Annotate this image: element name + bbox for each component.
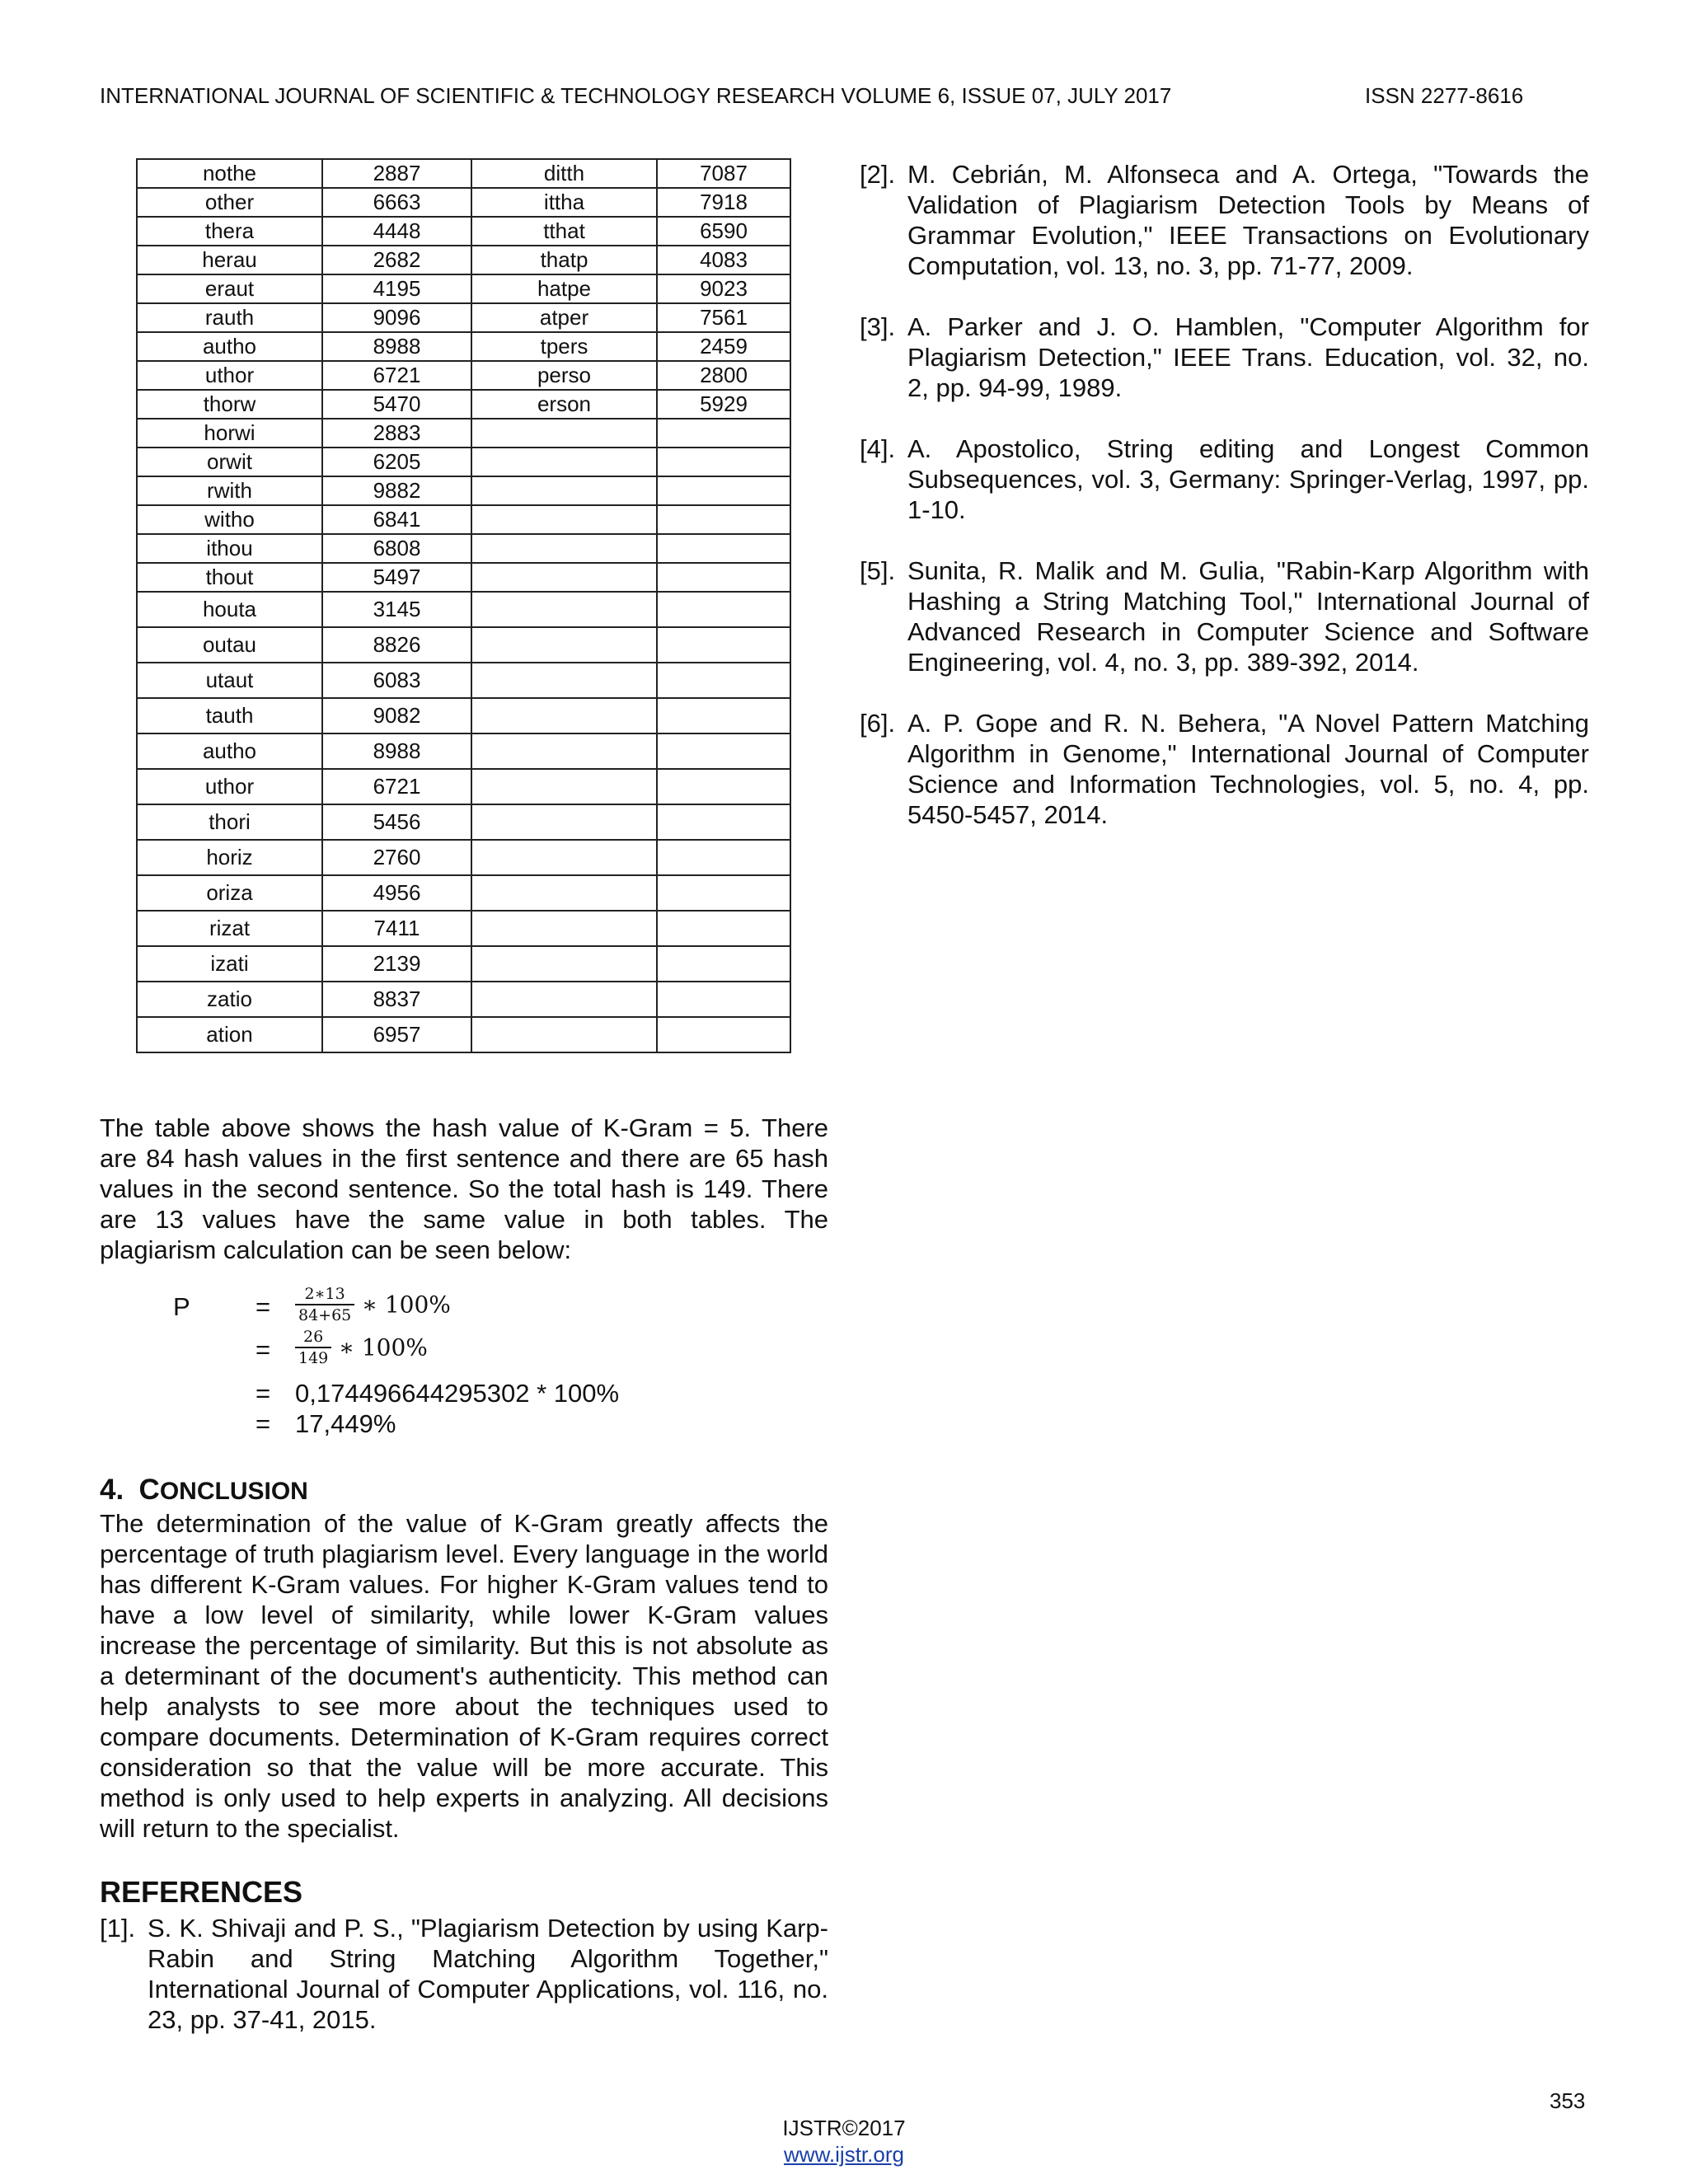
kgram-cell: nothe	[137, 159, 322, 188]
hash-value-cell: 8826	[322, 627, 471, 663]
kgram-cell: thori	[137, 804, 322, 840]
kgram-cell: orwit	[137, 448, 322, 476]
kgram-cell	[471, 698, 657, 733]
kgram-cell	[471, 476, 657, 505]
kgram-cell: zatio	[137, 982, 322, 1017]
hash-value-cell	[657, 448, 790, 476]
copyright: IJSTR©2017	[782, 2116, 906, 2140]
kgram-cell: rwith	[137, 476, 322, 505]
hash-value-cell	[657, 1017, 790, 1052]
table-row	[137, 875, 790, 911]
journal-title: INTERNATIONAL JOURNAL OF SCIENTIFIC & TECHNOLOGY RESEARCH VOLUME 6, ISSUE 07, JULY 2017	[100, 83, 1172, 108]
table-row	[137, 840, 790, 875]
journal-link[interactable]: www.ijstr.org	[784, 2142, 904, 2167]
kgram-cell: rizat	[137, 911, 322, 946]
table-row	[137, 476, 790, 505]
hash-value-cell: 5497	[322, 563, 471, 592]
table-row	[137, 448, 790, 476]
hash-value-table	[136, 158, 791, 1053]
kgram-cell: tpers	[471, 332, 657, 361]
conclusion-section	[100, 1474, 828, 1844]
kgram-cell: witho	[137, 505, 322, 534]
reference-item: [3]. A. Parker and J. O. Hamblen, "Computer Algorithm for Plagiarism Detection," IEEE Trans. Education, vol. 32, no. 2, pp. 94-99, 1989.	[860, 312, 1589, 402]
hash-value-cell	[657, 476, 790, 505]
reference-item: [6]. A. P. Gope and R. N. Behera, "A Novel Pattern Matching Algorithm in Genome," International Journal of Computer Science and Information Technologies, vol. 5, no. 4, pp. 5450-5457, 2014.	[860, 709, 1589, 829]
kgram-cell: tthat	[471, 217, 657, 246]
hash-value-cell	[657, 663, 790, 698]
table-row	[137, 982, 790, 1017]
kgram-cell	[471, 505, 657, 534]
kgram-cell	[471, 840, 657, 875]
hash-value-cell: 9882	[322, 476, 471, 505]
table-row	[137, 698, 790, 733]
kgram-cell: erson	[471, 390, 657, 419]
hash-value-cell: 8988	[322, 733, 471, 769]
hash-value-cell: 5456	[322, 804, 471, 840]
hash-value-cell: 5470	[322, 390, 471, 419]
kgram-cell: atper	[471, 303, 657, 332]
kgram-cell: thatp	[471, 246, 657, 274]
formula-label: P	[173, 1292, 190, 1321]
hash-value-cell: 7411	[322, 911, 471, 946]
hash-value-cell: 6590	[657, 217, 790, 246]
table-row	[137, 627, 790, 663]
kgram-cell: utaut	[137, 663, 322, 698]
hash-value-cell: 6841	[322, 505, 471, 534]
kgram-cell: thera	[137, 217, 322, 246]
hash-value-cell: 2887	[322, 159, 471, 188]
table-row	[137, 303, 790, 332]
hash-value-cell	[657, 733, 790, 769]
table-row	[137, 390, 790, 419]
hash-value-cell: 3145	[322, 592, 471, 627]
hash-value-cell: 6721	[322, 361, 471, 390]
conclusion-paragraph: The determination of the value of K-Gram greatly affects the percentage of truth plagiarism level. Every language in the world has different K-Gram values. For higher K-Gram values tend to have a low level of similarity, while lower K-Gram values increase the percentage of similarity. But this is not absolute as a determinant of the document's authenticity. This method can help analysts to see more about the techniques used to compare documents. Determination of K-Gram requires correct consideration so that the value will be more accurate. This method is only used to help experts in analyzing. All decisions will return to the specialist.	[100, 1509, 828, 1843]
hash-value-cell: 9023	[657, 274, 790, 303]
kgram-cell	[471, 1017, 657, 1052]
table-row	[137, 563, 790, 592]
hash-value-cell: 2760	[322, 840, 471, 875]
table-paragraph: The table above shows the hash value of K-Gram = 5. There are 84 hash values in the first sentence and there are 65 hash values in the second sentence. So the total hash is 149. There are 13 values have the same value in both tables. The plagiarism calculation can be seen below:	[100, 1113, 828, 1264]
hash-value-cell: 2800	[657, 361, 790, 390]
kgram-cell: ditth	[471, 159, 657, 188]
fraction-1: $\frac{2∗13}{84+65}$	[295, 1284, 354, 1325]
table-row	[137, 419, 790, 448]
hash-value-cell	[657, 505, 790, 534]
table-row	[137, 946, 790, 982]
hash-value-cell: 6957	[322, 1017, 471, 1052]
kgram-cell: thorw	[137, 390, 322, 419]
kgram-cell: autho	[137, 733, 322, 769]
hash-value-cell: 4448	[322, 217, 471, 246]
table-row	[137, 159, 790, 188]
kgram-cell: ithou	[137, 534, 322, 563]
kgram-cell	[471, 911, 657, 946]
hash-value-cell: 9082	[322, 698, 471, 733]
table-row	[137, 505, 790, 534]
kgram-cell: uthor	[137, 361, 322, 390]
table-row	[137, 592, 790, 627]
references-section-left	[100, 1875, 828, 2035]
kgram-cell: autho	[137, 332, 322, 361]
hash-value-cell	[657, 946, 790, 982]
hash-value-cell: 6721	[322, 769, 471, 804]
kgram-cell: horwi	[137, 419, 322, 448]
kgram-cell	[471, 663, 657, 698]
kgram-cell: perso	[471, 361, 657, 390]
table-row	[137, 332, 790, 361]
kgram-cell	[471, 733, 657, 769]
kgram-cell: rauth	[137, 303, 322, 332]
reference-item: [1]. S. K. Shivaji and P. S., "Plagiarism Detection by using Karp-Rabin and String Matching Algorithm Together," International Journal of Computer Applications, vol. 116, no. 23, pp. 37-41, 2015.	[100, 1914, 828, 2034]
kgram-cell: ation	[137, 1017, 322, 1052]
kgram-cell	[471, 592, 657, 627]
hash-value-cell: 8837	[322, 982, 471, 1017]
table-row	[137, 274, 790, 303]
kgram-cell: horiz	[137, 840, 322, 875]
kgram-cell: eraut	[137, 274, 322, 303]
kgram-cell	[471, 563, 657, 592]
fraction-2: $\frac{26}{149}$	[295, 1327, 331, 1368]
kgram-cell: outau	[137, 627, 322, 663]
hash-value-cell	[657, 769, 790, 804]
kgram-cell	[471, 875, 657, 911]
hash-value-cell: 4083	[657, 246, 790, 274]
table-row	[137, 804, 790, 840]
table-row	[137, 1017, 790, 1052]
hash-value-cell	[657, 534, 790, 563]
table-row	[137, 733, 790, 769]
hash-value-cell	[657, 698, 790, 733]
kgram-cell	[471, 534, 657, 563]
kgram-cell: uthor	[137, 769, 322, 804]
reference-item: [5]. Sunita, R. Malik and M. Gulia, "Rabin-Karp Algorithm with Hashing a String Matching Tool," International Journal of Advanced Research in Computer Science and Software Engineering, vol. 4, no. 3, pp. 389-392, 2014.	[860, 556, 1589, 677]
reference-item: [2]. M. Cebrián, M. Alfonseca and A. Ortega, "Towards the Validation of Plagiarism Detection Tools by Means of Grammar Evolution," IEEE Transactions on Evolutionary Computation, vol. 13, no. 3, pp. 71-77, 2009.	[860, 160, 1589, 280]
hash-value-cell: 7561	[657, 303, 790, 332]
kgram-cell: other	[137, 188, 322, 217]
page-footer	[0, 2115, 1688, 2168]
kgram-cell	[471, 804, 657, 840]
kgram-cell: tauth	[137, 698, 322, 733]
hash-value-cell: 5929	[657, 390, 790, 419]
hash-value-cell	[657, 563, 790, 592]
table-row	[137, 361, 790, 390]
table-row	[137, 534, 790, 563]
page-number: 353	[1550, 2088, 1586, 2113]
formula-eq: =	[256, 1292, 271, 1321]
kgram-cell: herau	[137, 246, 322, 274]
hash-value-cell	[657, 982, 790, 1017]
hash-value-cell: 9096	[322, 303, 471, 332]
table-row	[137, 911, 790, 946]
references-section-right	[860, 159, 1589, 830]
hash-value-cell	[657, 592, 790, 627]
hash-value-cell: 7087	[657, 159, 790, 188]
references-heading: REFERENCES	[100, 1875, 303, 1909]
table-row	[137, 188, 790, 217]
kgram-cell: oriza	[137, 875, 322, 911]
kgram-cell	[471, 982, 657, 1017]
table-row	[137, 769, 790, 804]
hash-value-cell: 2883	[322, 419, 471, 448]
kgram-cell: ittha	[471, 188, 657, 217]
conclusion-heading: 4. CONCLUSION	[100, 1474, 308, 1506]
hash-value-cell: 6663	[322, 188, 471, 217]
hash-value-cell	[657, 804, 790, 840]
hash-value-cell	[657, 875, 790, 911]
hash-value-cell	[657, 627, 790, 663]
hash-value-cell: 8988	[322, 332, 471, 361]
hash-value-cell: 4956	[322, 875, 471, 911]
hash-value-cell: 6083	[322, 663, 471, 698]
hash-value-cell: 4195	[322, 274, 471, 303]
hash-value-cell	[657, 911, 790, 946]
kgram-cell	[471, 946, 657, 982]
kgram-cell	[471, 627, 657, 663]
hash-value-cell: 2139	[322, 946, 471, 982]
table-row	[137, 663, 790, 698]
hash-value-cell: 2682	[322, 246, 471, 274]
kgram-cell	[471, 448, 657, 476]
hash-value-cell: 2459	[657, 332, 790, 361]
table-row	[137, 246, 790, 274]
issn: ISSN 2277-8616	[1365, 83, 1524, 108]
kgram-cell: thout	[137, 563, 322, 592]
table-row	[137, 217, 790, 246]
table-description	[100, 1113, 828, 1265]
hash-value-cell	[657, 419, 790, 448]
kgram-cell	[471, 419, 657, 448]
kgram-cell: houta	[137, 592, 322, 627]
hash-value-cell	[657, 840, 790, 875]
kgram-cell	[471, 769, 657, 804]
reference-item: [4]. A. Apostolico, String editing and Longest Common Subsequences, vol. 3, Germany: Springer-Verlag, 1997, pp. 1-10.	[860, 434, 1589, 524]
kgram-cell: izati	[137, 946, 322, 982]
hash-value-cell: 6808	[322, 534, 471, 563]
hash-value-cell: 6205	[322, 448, 471, 476]
kgram-cell: hatpe	[471, 274, 657, 303]
hash-value-cell: 7918	[657, 188, 790, 217]
